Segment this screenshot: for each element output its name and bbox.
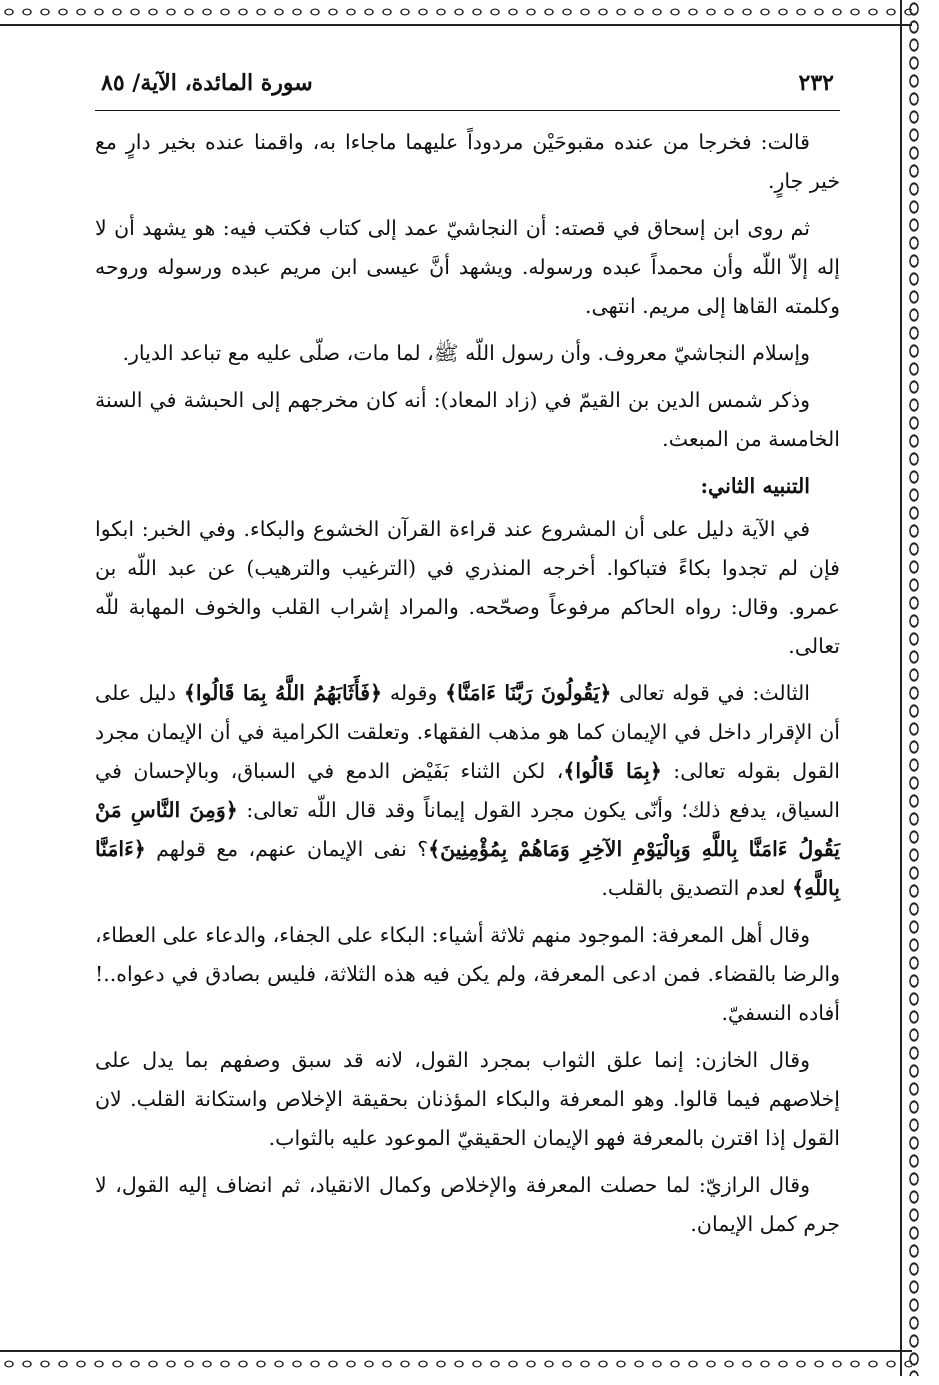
page-number: ٢٣٢ <box>798 70 834 96</box>
paragraph: وقال أهل المعرفة: الموجود منهم ثلاثة أشياء: البكاء على الجفاء، والدعاء على العطاء، والرضا بالقضاء. فمن ادعى المعرفة، ولم يكن فيه هذه الثلاثة، فليس بصادق في دعواه..! أفاده النسفيّ. <box>95 923 840 1025</box>
paragraph: وقال الخازن: إنما علق الثواب بمجرد القول، لانه قد سبق وصفهم بما يدل على إخلاصهم فيما قالوا. وهو المعرفة والبكاء المؤذنان بحقيقة الإخلاص واستكانة القلب. لان القول إذا اقترن بالمعرفة فهو الإيمان الحقيقيّ الموعود عليه بالثواب. <box>95 1048 840 1150</box>
quran-verse: ﴿وَمِنَ النَّاسِ مَنْ يَقُولُ ءَامَنَّا بِاللَّهِ وَبِالْيَوْمِ الآخِرِ وَمَاهُمْ بِمُؤْمِنِينَ﴾ <box>95 798 840 861</box>
quran-verse: ﴿يَقُولُونَ رَبَّنَا ءَامَنَّا﴾ <box>445 681 612 705</box>
text-segment: دليل على أن الإقرار داخل في الإيمان كما هو مذهب الفقهاء. وتعلقت الكرامية في أن الإيمان مجرد القول بقوله تعالى: <box>95 681 840 783</box>
paragraph: ثم روى ابن إسحاق في قصته: أن النجاشيّ عمد إلى كتاب فكتب فيه: هو يشهد أن لا إله إلاّ اللّه وأن محمداً عبده ورسوله. ويشهد أنَّ عيسى ابن مريم عبده ورسوله وروحه وكلمته القاها إلى مريم. انتهى. <box>95 216 840 318</box>
decorative-border-top <box>0 0 912 26</box>
quran-verse: ﴿فَأَثَابَهُمُ اللَّهُ بِمَا قَالُوا﴾ <box>183 681 383 705</box>
header-title: سورة المائدة، الآية/ ٨٥ <box>101 70 313 96</box>
text-segment: الثالث: في قوله تعالى <box>619 681 810 705</box>
text-segment: ؟ نفى الإيمان عنهم، مع قولهم <box>145 837 429 861</box>
quran-verse: ﴿بِمَا قَالُوا﴾ <box>563 759 662 783</box>
text-segment: ، لكن الثناء بَفَيْض الدمع في السباق، وبالإحسان في السياق، يدفع ذلك؛ وأنّى يكون مجرد القول إيماناً وقد قال اللّه تعالى: <box>95 759 840 822</box>
quran-verse: ﴿ءَامَنَّا بِاللَّهِ﴾ <box>95 837 840 900</box>
paragraph: في الآية دليل على أن المشروع عند قراءة القرآن الخشوع والبكاء. وفي الخبر: ابكوا فإن لم تجدوا بكاءً فتباكوا. أخرجه المنذري في (الترغيب والترهيب) عن عبد اللّه بن عمرو. وقال: رواه الحاكم مرفوعاً وصحّحه. والمراد إشراب القلب والخوف المهابة للّه تعالى. <box>95 517 840 658</box>
paragraph: وذكر شمس الدين بن القيمّ في (زاد المعاد): أنه كان مخرجهم إلى الحبشة في السنة الخامسة من المبعث. <box>95 388 840 451</box>
page-body <box>95 111 840 1244</box>
text-segment: وقوله <box>382 681 446 705</box>
text-segment: لعدم التصديق بالقلب. <box>601 876 792 900</box>
decorative-border-right <box>900 0 926 1376</box>
paragraph: قالت: فخرجا من عنده مقبوحَيْن مردوداً عليهما ماجاءا به، واقمنا عنده بخير دارٍ مع خير جارٍ. <box>95 130 840 193</box>
paragraph: وقال الرازيّ: لما حصلت المعرفة والإخلاص وكمال الانقياد، ثم انضاف إليه القول، لا جرم كمل الإيمان. <box>95 1173 840 1236</box>
book-page <box>95 60 840 1340</box>
paragraph: وإسلام النجاشيّ معروف. وأن رسول اللّه ﷺ، لما مات، صلّى عليه مع تباعد الديار. <box>122 341 810 365</box>
paragraph-third <box>95 674 840 908</box>
decorative-border-bottom <box>0 1350 912 1376</box>
section-heading: التنبيه الثاني: <box>700 474 810 498</box>
running-header <box>95 60 840 111</box>
